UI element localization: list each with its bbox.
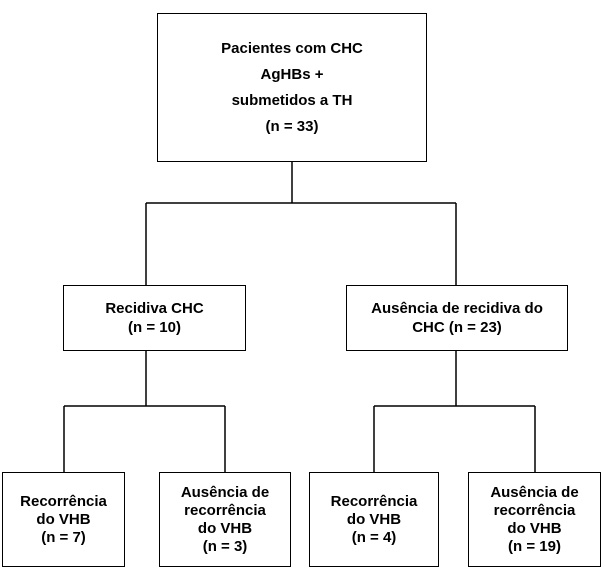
left-node-recidiva	[63, 285, 246, 351]
left-node-line: (n = 10)	[128, 319, 181, 336]
root-node-line: submetidos a TH	[231, 91, 353, 109]
leaf-node-line: Recorrência	[330, 492, 418, 510]
root-node-line: (n = 33)	[265, 117, 319, 135]
leaf-node-1	[2, 472, 125, 567]
leaf-node-4	[468, 472, 601, 567]
leaf-node-line: recorrência	[493, 501, 576, 519]
leaf-node-line: Ausência de	[490, 483, 579, 501]
root-node-line: AgHBs +	[260, 65, 324, 83]
leaf-node-line: recorrência	[184, 501, 266, 519]
right-node-ausencia-recidiva	[346, 285, 568, 351]
root-node	[157, 13, 427, 162]
leaf-node-line: Ausência de	[180, 483, 270, 501]
left-node-line: Recidiva CHC	[105, 300, 204, 317]
leaf-node-line: do VHB	[507, 519, 562, 537]
leaf-node-line: Recorrência	[20, 492, 107, 510]
leaf-node-line: do VHB	[36, 510, 91, 528]
leaf-node-3	[309, 472, 439, 567]
leaf-node-line: do VHB	[346, 510, 402, 528]
leaf-node-line: (n = 4)	[351, 528, 397, 546]
leaf-node-2	[159, 472, 291, 567]
leaf-node-line: (n = 3)	[202, 537, 248, 555]
right-node-line: Ausência de recidiva do	[371, 300, 543, 317]
right-node-line: CHC (n = 23)	[412, 319, 502, 336]
root-node-line: Pacientes com CHC	[221, 39, 363, 57]
leaf-node-line: (n = 19)	[508, 537, 561, 555]
leaf-node-line: do VHB	[197, 519, 253, 537]
leaf-node-line: (n = 7)	[41, 528, 86, 546]
